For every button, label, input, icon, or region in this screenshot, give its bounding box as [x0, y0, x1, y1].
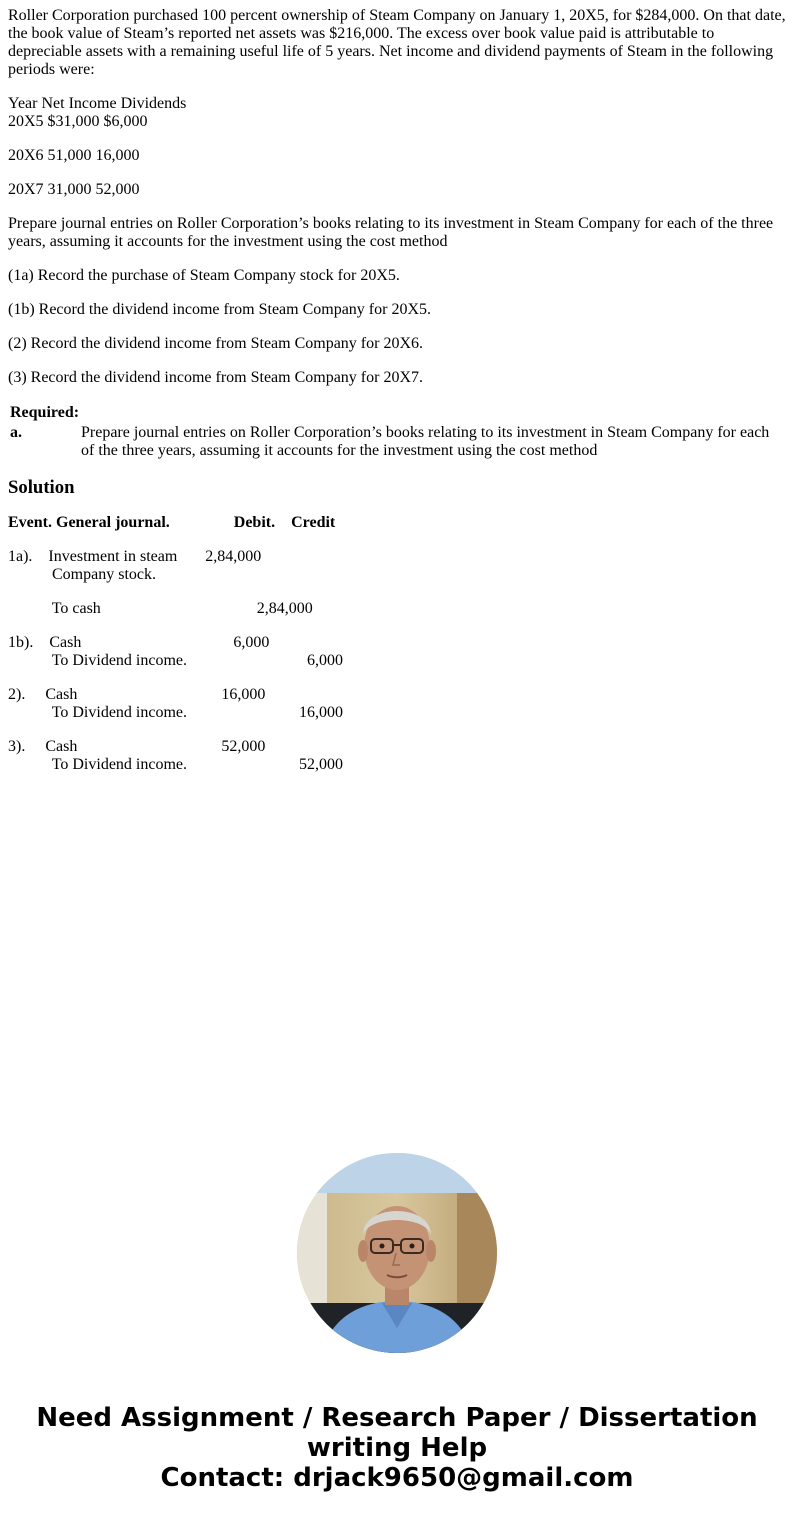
- table-row: 20X6 51,000 16,000: [8, 147, 140, 164]
- author-photo: [297, 1153, 497, 1353]
- required-label: Required:: [10, 404, 80, 421]
- part-3: (3) Record the dividend income from Steam Company for 20X7.: [8, 369, 424, 386]
- required-item-text: Prepare journal entries on Roller Corporation’s books relating to its investment in Steam Company for each of the three years, assuming it accounts for the investment using the cost method: [81, 424, 770, 459]
- part-1a: (1a) Record the purchase of Steam Company stock for 20X5.: [8, 267, 400, 284]
- footer-line-1: Need Assignment / Research Paper / Dissertation: [36, 1403, 758, 1433]
- required-item-label: a.: [10, 424, 22, 441]
- footer-contact: Contact: drjack9650@gmail.com: [160, 1463, 634, 1493]
- intro-paragraph: Roller Corporation purchased 100 percent ownership of Steam Company on January 1, 20X5, for $284,000. On that date, the book value of Steam’s reported net assets was $216,000. The excess over book value paid is attributable to depreciable assets with a remaining useful life of 5 years. Net income and dividend payments of Steam in the following periods were:: [8, 7, 786, 78]
- part-2: (2) Record the dividend income from Steam Company for 20X6.: [8, 335, 424, 352]
- required-table: [8, 403, 788, 461]
- portrait-image: [297, 1153, 497, 1353]
- table-row: 20X5 $31,000 $6,000: [8, 113, 148, 130]
- journal-entry-3: 3). Cash 52,000 To Dividend income. 52,000: [8, 738, 344, 773]
- solution-title: Solution: [8, 477, 75, 498]
- footer-line-2: writing Help: [306, 1433, 488, 1463]
- journal-entry-1a: 1a). Investment in steam 2,84,000 Company stock.: [8, 548, 262, 583]
- document-body: [8, 7, 788, 790]
- table-row: 20X7 31,000 52,000: [8, 181, 140, 198]
- journal-entry-2: 2). Cash 16,000 To Dividend income. 16,000: [8, 686, 344, 721]
- journal-header: Event. General journal. Debit. Credit: [8, 514, 336, 531]
- part-1b: (1b) Record the dividend income from Steam Company for 20X5.: [8, 301, 432, 318]
- footer-banner: [0, 1403, 794, 1493]
- journal-entry-1a-credit: To cash 2,84,000: [8, 600, 313, 617]
- table-header: Year Net Income Dividends: [8, 95, 187, 112]
- prompt-paragraph: Prepare journal entries on Roller Corporation’s books relating to its investment in Steam Company for each of the three years, assuming it accounts for the investment using the cost method: [8, 215, 774, 250]
- journal-entry-1b: 1b). Cash 6,000 To Dividend income. 6,000: [8, 634, 344, 669]
- income-table-text: [8, 95, 788, 215]
